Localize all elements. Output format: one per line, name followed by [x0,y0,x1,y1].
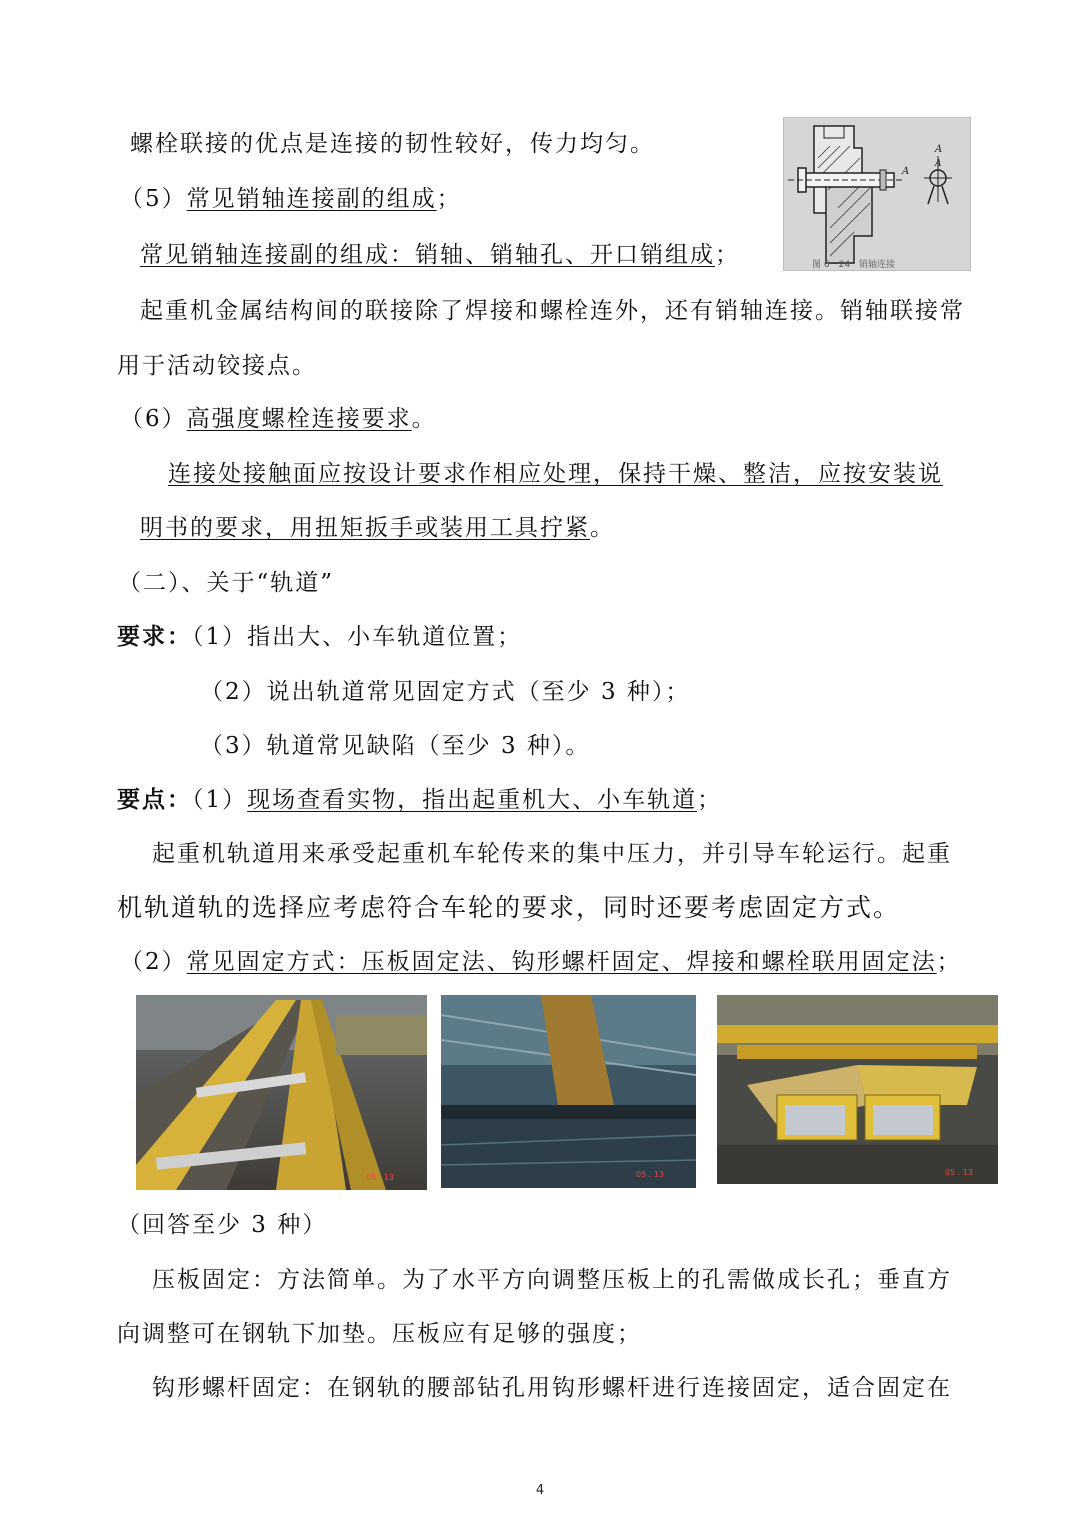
paragraph-rail-purpose-2: 机轨道轨的选择应考虑符合车轮的要求，同时还要考虑固定方式。 [117,893,901,922]
label-a3: A [935,159,942,169]
paragraph-hook-bolt: 钩形螺杆固定：在钢轨的腰部钻孔用钩形螺杆进行连接固定，适合固定在 [152,1375,952,1401]
label-a: A [935,144,943,155]
answer-pin-connection-text: 常见销轴连接副的组成：销轴、销轴孔、开口销组成 [140,242,715,268]
figure-caption: 图 6－24 销轴连接 [812,260,896,270]
photo-date-stamp: 05 . 13 [366,1173,394,1182]
item-number: （5） [120,186,187,212]
heading-hs-bolt-text: 高强度螺栓连接要求 [186,406,412,432]
requirements-label: 要求： [117,623,192,650]
requirements-3: （3）轨道常见缺陷（至少 3 种）。 [200,733,591,759]
paragraph-rail-purpose-1: 起重机轨道用来承受起重机车轮传来的集中压力，并引导车轮运行。起重 [152,841,952,867]
heading-pin-connection: （5）常见销轴连接副的组成； [120,186,462,212]
section-heading-rail: （二）、关于“轨道” [118,570,335,596]
paragraph-pin-usage-2: 用于活动铰接点。 [117,353,317,379]
paragraph-clamp-plate-2: 向调整可在钢轨下加垫。压板应有足够的强度； [117,1321,642,1347]
heading-pin-connection-text: 常见销轴连接副的组成 [186,186,437,212]
paragraph-clamp-plate-1: 压板固定：方法简单。为了水平方向调整压板上的孔需做成长孔；垂直方 [152,1267,952,1293]
answer-hs-bolt-1: 连接处接触面应按设计要求作相应处理，保持干燥、整洁，应按安装说 [168,461,943,487]
heading-hs-bolt: （6）高强度螺栓连接要求。 [120,406,437,432]
svg-text:05 . 13: 05 . 13 [945,1168,973,1177]
svg-text:05 . 13: 05 . 13 [636,1170,664,1179]
photo-rail-3 [717,995,998,1184]
fixing-methods: （2）常见固定方式：压板固定法、钩形螺杆固定、焊接和螺栓联用固定法； [120,949,962,975]
pin-connection-drawing [784,118,970,270]
photo-rail-1 [136,995,427,1190]
requirements-2: （2）说出轨道常见固定方式（至少 3 种）； [200,679,691,705]
keypoints-label: 要点： [117,786,192,813]
paragraph-bolt-advantage: 螺栓联接的优点是连接的韧性较好，传力均匀。 [130,131,655,157]
answer-hs-bolt-2: 明书的要求，用扭矩扳手或装用工具拧紧。 [140,515,615,541]
pin-connection-figure [783,117,971,271]
page-number: 4 [535,1483,545,1498]
photo-rail-2 [441,995,696,1188]
requirements-1: 要求：（1）指出大、小车轨道位置； [117,623,523,650]
answer-pin-connection: 常见销轴连接副的组成：销轴、销轴孔、开口销组成； [140,242,740,268]
keypoints-1: 要点：（1）现场查看实物，指出起重机大、小车轨道； [117,786,723,813]
label-a2: A [902,166,910,177]
answer-note: （回答至少 3 种） [117,1212,328,1238]
paragraph-pin-usage-1: 起重机金属结构间的联接除了焊接和螺栓连外，还有销轴连接。销轴联接常 [140,298,965,324]
